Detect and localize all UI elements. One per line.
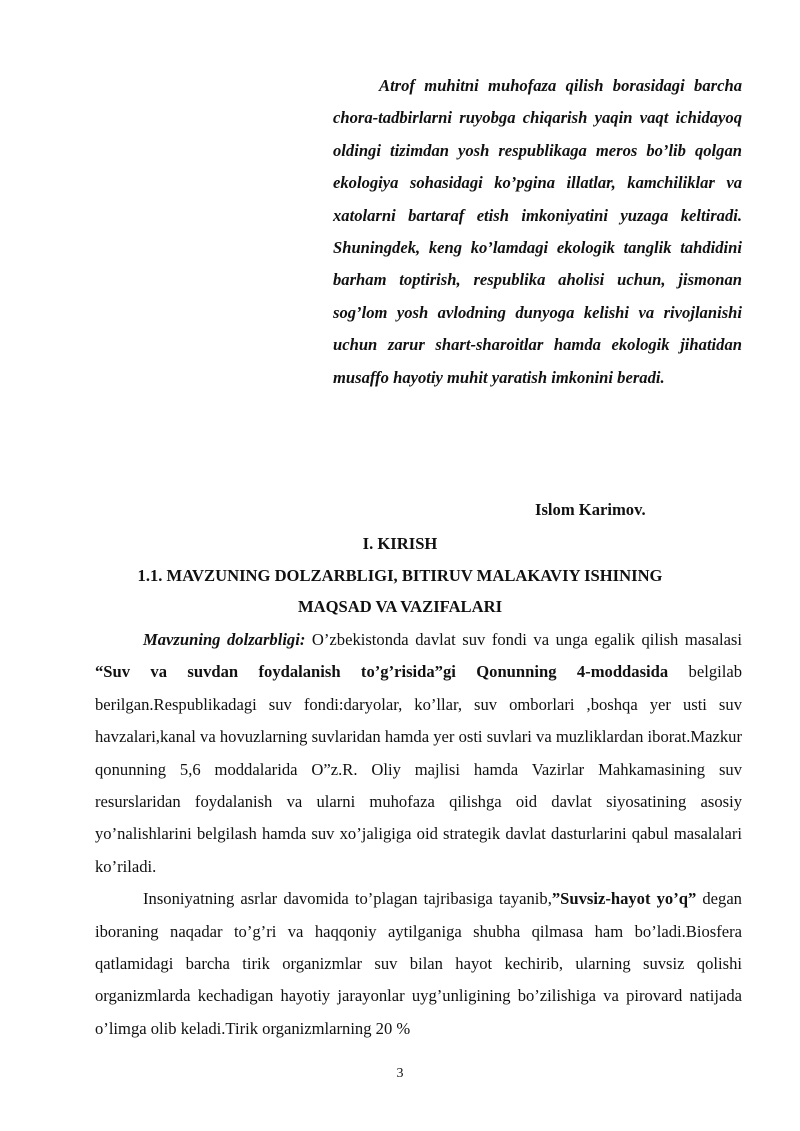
section-heading: I. KIRISH	[362, 534, 438, 553]
subsection-heading-line1: 1.1. MAVZUNING DOLZARBLIGI, BITIRUV MALAKAVIY ISHINING	[137, 566, 663, 585]
law-reference: “Suv va suvdan foydalanish to’g’risida”gi Qonunning 4-moddasida	[95, 662, 669, 682]
subsection-heading-line2: MAQSAD VA VAZIFALARI	[297, 597, 503, 616]
body-text	[95, 624, 742, 1045]
paragraph-lead: Mavzuning dolzarbligi:	[143, 630, 306, 649]
paragraph-water	[95, 883, 742, 1045]
epigraph-author: Islom Karimov.	[535, 500, 646, 519]
paragraph-text: degan iboraning naqadar to’g’ri va haqqoniy aytilganiga shubha qilmasa ham bo’ladi.Biosfera qatlamidagi barcha tirik organizmlar suv bilan hayot kechirib, ularning suvsiz qolishi organizmlarda kechadigan hayotiy jarayonlar uyg’unligining bo’zilishiga va pirovard natijada o’limga olib keladi.Tirik organizmlarning 20 %	[95, 889, 742, 1038]
epigraph-text: Atrof muhitni muhofaza qilish borasidagi barcha chora-tadbirlarni ruyobga chiqarish yaqin vaqt ichidayoq oldingi tizimdan yosh respublikaga meros bo’lib qolgan ekologiya sohasidagi ko’pgina illatlar, kamchiliklar va xatolarni bartaraf etish imkoniyatini yuzaga keltiradi. Shuningdek, keng ko’lamdagi ekologik tanglik tahdidini barham toptirish, respublika aholisi uchun, jismonan sog’lom yosh avlodning dunyoga kelishi va rivojlanishi uchun zarur shart-sharoitlar hamda ekologik jihatidan musaffo hayotiy muhit yaratish imkonini beradi.	[333, 76, 742, 387]
paragraph-text: O’zbekistonda davlat suv fondi va unga egalik qilish masalasi	[305, 630, 743, 649]
paragraph-text: belgilab berilgan.Respublikadagi suv fondi:daryolar, ko’llar, suv omborlari ,boshqa yer usti suv havzalari,kanal va hovuzlarning suvlaridan hamda yer osti suvlari va muzliklardan iborat.Mazkur qonunning 5,6 moddalarida O”z.R. Oliy majlisi hamda Vazirlar Mahkamasining suv resurslaridan foydalanish va ularni muhofaza qilishga oid davlat siyosatining asosiy yo’nalishlarini belgilash hamda suv xo’jaligiga oid strategik davlat dasturlarini qabul masalalari ko’riladi.	[95, 662, 742, 876]
page-number: 3	[396, 1066, 404, 1081]
epigraph	[333, 70, 742, 394]
paragraph-text: Insoniyatning asrlar davomida to’plagan tajribasiga tayanib,	[143, 889, 552, 909]
paragraph-relevance	[95, 624, 742, 883]
quote-phrase: ”Suvsiz-hayot yo’q”	[551, 889, 697, 909]
